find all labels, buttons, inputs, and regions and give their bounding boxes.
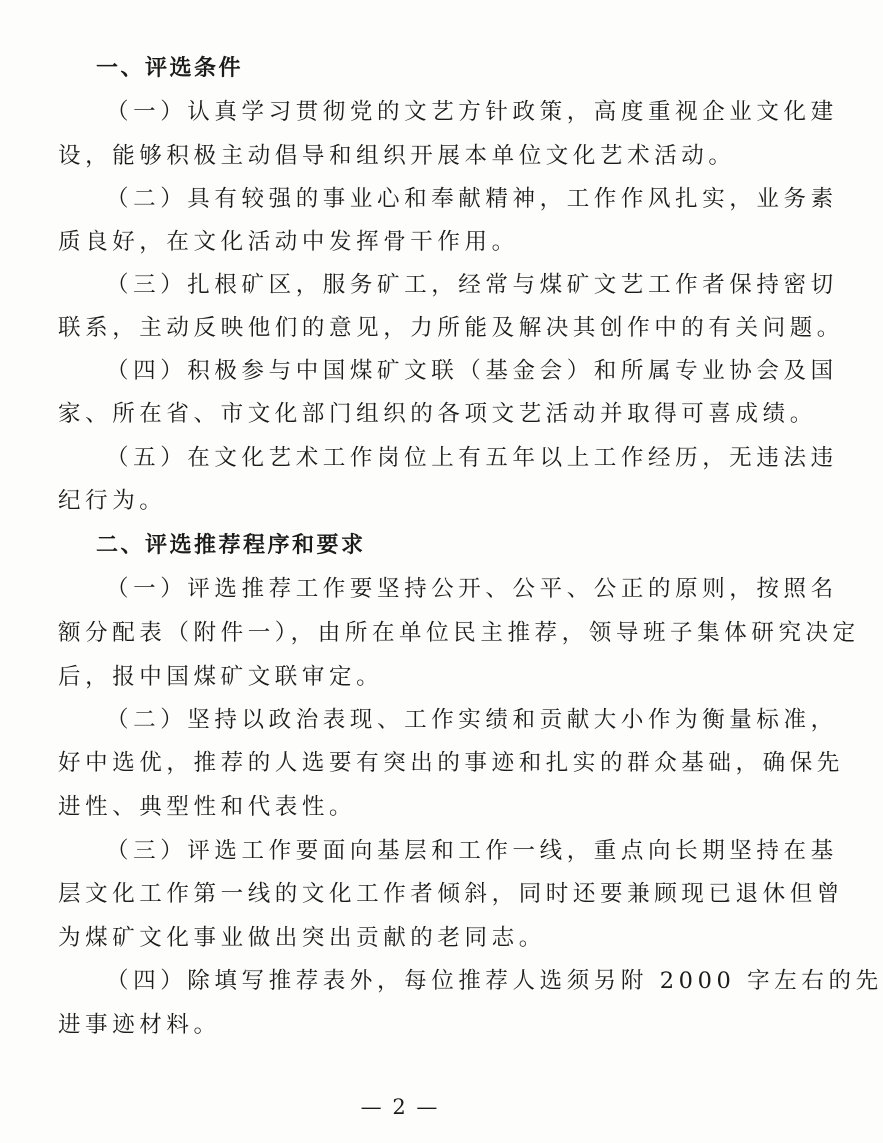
s1-item-4-line-2: 家、所在省、市文化部门组织的各项文艺活动并取得可喜成绩。 [58,401,817,427]
s2-item-3-line-3: 为煤矿文化事业做出突出贡献的老同志。 [58,925,546,951]
s2-item-2-line-1: （二）坚持以政治表现、工作实绩和贡献大小作为衡量标准， [106,707,838,733]
s2-item-1-line-1: （一）评选推荐工作要坚持公开、公平、公正的原则，按照名 [106,576,838,602]
s1-item-2-line-1: （二）具有较强的事业心和奉献精神，工作作风扎实，业务素 [106,186,838,212]
s2-item-4-line-2: 进事迹材料。 [58,1012,221,1038]
s1-item-1-line-2: 设，能够积极主动倡导和组织开展本单位文化艺术活动。 [58,143,736,169]
s2-item-4-line-1: （四）除填写推荐表外，每位推荐人选须另附 2000 字左右的先 [106,968,883,994]
s2-item-1-line-2: 额分配表（附件一），由所在单位民主推荐，领导班子集体研究决定 [58,620,860,646]
s1-item-1-line-1: （一）认真学习贯彻党的文艺方针政策，高度重视企业文化建 [106,99,838,125]
s2-item-2-line-3: 进性、典型性和代表性。 [58,794,357,820]
s1-item-2-line-2: 质良好，在文化活动中发挥骨干作用。 [58,229,519,255]
s1-item-3-line-2: 联系，主动反映他们的意见，力所能及解决其创作中的有关问题。 [58,315,844,341]
s2-item-2-line-2: 好中选优，推荐的人选要有突出的事迹和扎实的群众基础，确保先 [58,750,844,776]
section-2-heading: 二、评选推荐程序和要求 [96,533,366,558]
s1-item-4-line-1: （四）积极参与中国煤矿文联（基金会）和所属专业协会及国 [106,358,838,384]
section-1-heading: 一、评选条件 [96,56,244,81]
s2-item-3-line-2: 层文化工作第一线的文化工作者倾斜，同时还要兼顾现已退休但曾 [58,881,844,907]
s1-item-5-line-1: （五）在文化艺术工作岗位上有五年以上工作经历，无违法违 [106,445,838,471]
s1-item-5-line-2: 纪行为。 [58,488,167,514]
s2-item-3-line-1: （三）评选工作要面向基层和工作一线，重点向长期坚持在基 [106,838,838,864]
page-number: — 2 — [360,1095,440,1119]
s2-item-1-line-3: 后，报中国煤矿文联审定。 [58,664,384,690]
s1-item-3-line-1: （三）扎根矿区，服务矿工，经常与煤矿文艺工作者保持密切 [106,272,838,298]
